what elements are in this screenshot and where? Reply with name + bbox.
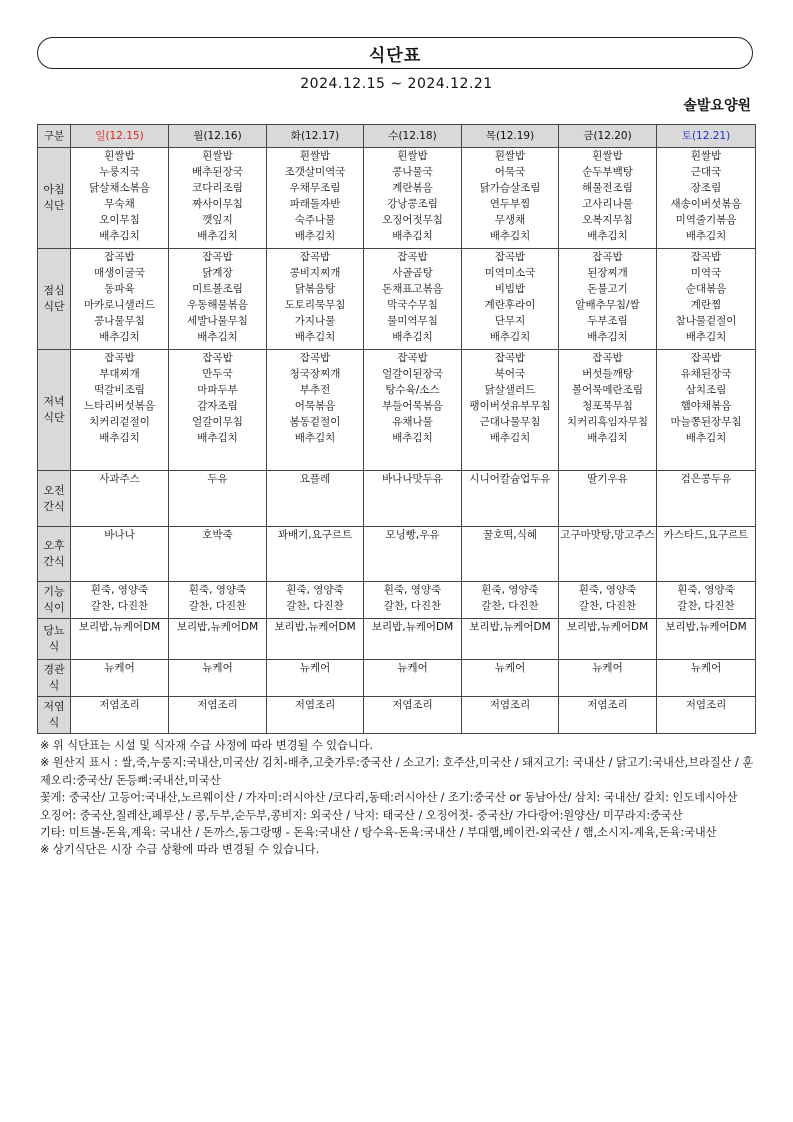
menu-cell [657, 582, 756, 619]
menu-cell [559, 350, 657, 471]
dish-item: 알배추무침/쌈 [575, 299, 640, 311]
dish-item: 뉴케어 [299, 662, 331, 674]
row-label-text: 아침 [43, 183, 65, 196]
menu-cell [559, 697, 657, 734]
dish-item: 닭볶음탕 [294, 283, 336, 295]
menu-cell [657, 619, 756, 660]
dish-item: 뉴케어 [202, 662, 233, 674]
dish-item: 강낭콩조림 [387, 198, 438, 210]
row-label-text: 저녁 [43, 395, 65, 408]
row-label-text: 오후 [43, 539, 65, 552]
menu-cell [462, 527, 559, 582]
dish-item: 배추김치 [99, 331, 140, 343]
row-label-text: 식 [48, 716, 60, 729]
dish-item: 요플레 [299, 473, 331, 485]
dish-item: 치커리흑임자무침 [566, 416, 649, 428]
menu-cell [71, 471, 169, 527]
menu-cell [462, 697, 559, 734]
dish-item: 비빔밥 [494, 283, 526, 295]
dish-item: 배추김치 [489, 331, 531, 343]
dish-item: 단무지 [494, 315, 526, 327]
menu-cell [169, 527, 267, 582]
dish-item: 갈찬, 다진찬 [188, 600, 247, 612]
dish-item: 부대찌개 [99, 368, 140, 380]
row-label [38, 660, 71, 697]
dish-item: 미트볼조림 [192, 283, 243, 295]
dish-item: 탕수육/소스 [385, 384, 440, 396]
dish-item: 매생이굴국 [94, 267, 145, 279]
menu-cell [267, 660, 364, 697]
dish-item: 연두부찜 [489, 198, 531, 210]
dish-item: 저염조리 [392, 699, 433, 711]
organization-name: 솔발요양원 [683, 98, 751, 114]
dish-item: 잡곡밥 [592, 352, 623, 364]
table-row [38, 660, 756, 697]
dish-item: 잡곡밥 [104, 251, 135, 263]
dish-item: 어묵볶음 [294, 400, 336, 412]
dish-item: 배추김치 [587, 230, 628, 242]
dish-item: 배추김치 [197, 230, 238, 242]
header-category: 구분 [38, 125, 71, 148]
dish-item: 깻잎지 [202, 214, 233, 226]
dish-item: 파래돌자반 [289, 198, 341, 210]
dish-item: 동파육 [104, 283, 135, 295]
row-label [38, 582, 71, 619]
menu-cell [169, 582, 267, 619]
dish-item: 얼갈이무침 [192, 416, 243, 428]
dish-item: 흰쌀밥 [397, 150, 428, 162]
menu-cell [267, 697, 364, 734]
menu-cell [267, 619, 364, 660]
dish-item: 배추김치 [489, 432, 531, 444]
day-header-tue: 화(12.17) [267, 125, 364, 148]
menu-cell [71, 148, 169, 249]
dish-item: 뉴케어 [592, 662, 623, 674]
menu-cell [462, 582, 559, 619]
dish-item: 콩나물무침 [94, 315, 145, 327]
dish-item: 닭살채소볶음 [89, 182, 150, 194]
day-header-sun: 일(12.15) [71, 125, 169, 148]
dish-item: 느타리버섯볶음 [83, 400, 155, 412]
dish-item: 보리밥,뉴케어DM [176, 621, 259, 633]
dish-item: 배추김치 [392, 331, 433, 343]
dish-item: 새송이버섯볶음 [670, 198, 742, 210]
menu-cell [71, 249, 169, 350]
dish-item: 흰쌀밥 [104, 150, 135, 162]
dish-item: 버섯들깨탕 [582, 368, 633, 380]
table-row [38, 148, 756, 249]
dish-item: 흰죽, 영양죽 [188, 584, 247, 596]
menu-cell [267, 249, 364, 350]
day-header-sat: 토(12.21) [657, 125, 756, 148]
row-label-text: 오전 [43, 483, 65, 497]
menu-cell [364, 619, 462, 660]
dish-item: 갈찬, 다진찬 [90, 600, 149, 612]
dish-item: 배추김치 [489, 230, 531, 242]
dish-item: 고사리나물 [582, 198, 633, 210]
dish-item: 보리밥,뉴케어DM [566, 621, 649, 633]
menu-cell [657, 471, 756, 527]
menu-cell [267, 350, 364, 471]
dish-item: 유채나물 [392, 416, 433, 428]
dish-item: 계란후라이 [484, 299, 536, 311]
row-label-text: 식단 [43, 300, 65, 313]
dish-item: 가지나물 [294, 315, 336, 327]
note-line: 꽃게: 중국산/ 고등어:국내산,노르웨이산 / 가자미:러시아산 /코다리,동태:러시아산 / 조기:중국산 or 동남아산/ 삼치: 국내산/ 갈치: 인도네시아산 [40, 791, 738, 805]
day-header-wed: 수(12.18) [364, 125, 462, 148]
dish-item: 조갯살미역국 [284, 166, 346, 178]
menu-cell [267, 148, 364, 249]
dish-item: 된장찌개 [587, 267, 628, 279]
dish-item: 저염조리 [197, 699, 238, 711]
dish-item: 배추김치 [294, 331, 336, 343]
dish-item: 오이무침 [99, 214, 140, 226]
dish-item: 흰쌀밥 [202, 150, 233, 162]
dish-item: 시니어칼슘업두유 [469, 473, 551, 485]
menu-body [38, 148, 756, 734]
table-row [38, 350, 756, 471]
dish-item: 잡곡밥 [494, 251, 526, 263]
dish-item: 꿀호떡,식혜 [482, 529, 538, 541]
dish-item: 봄동겉절이 [289, 416, 341, 428]
dish-item: 보리밥,뉴케어DM [665, 621, 747, 633]
dish-item: 고구마맛탕,망고주스 [560, 529, 655, 541]
dish-item: 흰죽, 영양죽 [90, 584, 149, 596]
dish-item: 갈찬, 다진찬 [578, 600, 637, 612]
menu-cell [71, 527, 169, 582]
menu-cell [559, 471, 657, 527]
dish-item: 마카로니샐러드 [83, 299, 155, 311]
dish-item: 흰죽, 영양죽 [383, 584, 442, 596]
dish-item: 잡곡밥 [592, 251, 623, 263]
row-label-text: 식 [48, 640, 60, 653]
row-label [38, 697, 71, 734]
dish-item: 유채된장국 [680, 368, 732, 380]
row-label [38, 619, 71, 660]
menu-cell [169, 660, 267, 697]
dish-item: 무생채 [494, 214, 526, 226]
dish-item: 배추김치 [197, 432, 238, 444]
dish-item: 물미역무침 [387, 315, 438, 327]
menu-cell [559, 582, 657, 619]
dish-item: 감자조림 [197, 400, 238, 412]
dish-item: 사골곰탕 [392, 267, 433, 279]
dish-item: 흰죽, 영양죽 [578, 584, 637, 596]
page-title: 식단표 [37, 37, 753, 69]
dish-item: 마늘쫑된장무침 [670, 416, 742, 428]
row-label-text: 간식 [43, 555, 65, 568]
menu-cell [71, 582, 169, 619]
dish-item: 참나물겉절이 [675, 315, 737, 327]
dish-item: 잡곡밥 [397, 352, 428, 364]
dish-item: 세발나물무침 [187, 315, 248, 327]
dish-item: 순대볶음 [685, 283, 727, 295]
note-line: 오징어: 중국산,칠레산,페루산 / 콩,두부,순두부,콩비지: 외국산 / 낙지: 태국산 / 오징어젓- 중국산/ 가다랑어:원양산/ 미꾸라지:중국산 [40, 808, 683, 822]
dish-item: 우채무조림 [289, 182, 341, 194]
menu-cell [657, 350, 756, 471]
dish-item: 닭살샐러드 [484, 384, 536, 396]
dish-item: 보리밥,뉴케어DM [469, 621, 551, 633]
dish-item: 흰쌀밥 [690, 150, 722, 162]
menu-cell [462, 660, 559, 697]
row-label-text: 당뇨 [43, 624, 65, 637]
dish-item: 해물전조림 [582, 182, 633, 194]
dish-item: 닭계장 [202, 267, 233, 279]
dish-item: 콩나물국 [392, 166, 433, 178]
dish-item: 바나나 [104, 529, 135, 541]
table-header-row [38, 125, 756, 148]
dish-item: 떡갈비조림 [94, 384, 145, 396]
dish-item: 미역미소국 [484, 267, 536, 279]
dish-item: 미역국 [690, 267, 722, 279]
menu-cell [364, 582, 462, 619]
menu-cell [657, 660, 756, 697]
row-label [38, 471, 71, 527]
dish-item: 호박죽 [202, 529, 233, 541]
table-row [38, 619, 756, 660]
menu-cell [462, 471, 559, 527]
dish-item: 코다리조림 [192, 182, 243, 194]
dish-item: 사과주스 [99, 473, 140, 485]
dish-item: 배추김치 [294, 230, 336, 242]
dish-item: 흰쌀밥 [592, 150, 623, 162]
dish-item: 우동해물볶음 [187, 299, 248, 311]
dish-item: 계란찜 [690, 299, 722, 311]
menu-cell [462, 350, 559, 471]
dish-item: 햄야채볶음 [680, 400, 732, 412]
dish-item: 오징어젓무침 [382, 214, 443, 226]
menu-cell [559, 619, 657, 660]
row-label-text: 경관 [43, 663, 65, 676]
dish-item: 닭가슴살조림 [479, 182, 541, 194]
dish-item: 배추김치 [99, 432, 140, 444]
dish-item: 청포묵무침 [582, 400, 633, 412]
dish-item: 뉴케어 [397, 662, 428, 674]
menu-cell [657, 527, 756, 582]
menu-cell [169, 249, 267, 350]
dish-item: 보리밥,뉴케어DM [371, 621, 454, 633]
dish-item: 뉴케어 [104, 662, 135, 674]
menu-cell [364, 350, 462, 471]
dish-item: 배추김치 [685, 331, 727, 343]
dish-item: 두부조림 [587, 315, 628, 327]
dish-item: 흰쌀밥 [299, 150, 331, 162]
menu-cell [267, 527, 364, 582]
row-label [38, 527, 71, 582]
table-row [38, 471, 756, 527]
dish-item: 볼어묵메란조림 [571, 384, 643, 396]
dish-item: 계란볶음 [392, 182, 433, 194]
row-label-text: 간식 [43, 499, 65, 513]
dish-item: 콩비지찌개 [289, 267, 341, 279]
menu-cell [364, 471, 462, 527]
table-row [38, 697, 756, 734]
dish-item: 무숙채 [104, 198, 135, 210]
dish-item: 순두부백탕 [582, 166, 633, 178]
menu-cell [71, 350, 169, 471]
menu-cell [657, 148, 756, 249]
dish-item: 갈찬, 다진찬 [383, 600, 442, 612]
dish-item: 갈찬, 다진찬 [286, 600, 344, 612]
day-header-mon: 월(12.16) [169, 125, 267, 148]
dish-item: 보리밥,뉴케어DM [274, 621, 356, 633]
dish-item: 청국장찌개 [289, 368, 341, 380]
dish-item: 팽이버섯유부무침 [469, 400, 551, 412]
dish-item: 부추전 [299, 384, 331, 396]
dish-item: 검은콩두유 [680, 473, 732, 485]
dish-item: 근대나물무침 [479, 416, 541, 428]
dish-item: 잡곡밥 [397, 251, 428, 263]
menu-cell [169, 471, 267, 527]
dish-item: 카스타드,요구르트 [663, 529, 749, 541]
dish-item: 모닝빵,우유 [385, 529, 440, 541]
row-label-text: 저염 [43, 700, 65, 713]
dish-item: 도토리묵무침 [284, 299, 346, 311]
dish-item: 잡곡밥 [299, 352, 331, 364]
dish-item: 보리밥,뉴케어DM [78, 621, 161, 633]
menu-table [37, 124, 756, 734]
dish-item: 흰쌀밥 [494, 150, 526, 162]
day-header-thu: 목(12.19) [462, 125, 559, 148]
dish-item: 흰죽, 영양죽 [481, 584, 539, 596]
dish-item: 잡곡밥 [202, 352, 233, 364]
menu-cell [364, 148, 462, 249]
dish-item: 만두국 [202, 368, 233, 380]
menu-cell [267, 471, 364, 527]
note-line: ※ 원산지 표시 : 쌀,죽,누룽지:국내산,미국산/ 김치-배추,고춧가루:중국산 / 소고기: 호주산,미국산 / 돼지고기: 국내산 / 닭고기:국내산,브라질산 / 훈제오리:중국산/ 돈등뼈:국내산,미국산 [40, 756, 754, 787]
menu-cell [71, 660, 169, 697]
dish-item: 꽈배기,요구르트 [277, 529, 353, 541]
dish-item: 뉴케어 [494, 662, 526, 674]
menu-cell [657, 249, 756, 350]
menu-period: 2024.12.15 ~ 2024.12.21 [300, 76, 493, 92]
menu-cell [462, 249, 559, 350]
dish-item: 흰죽, 영양죽 [677, 584, 735, 596]
dish-item: 저염조리 [489, 699, 531, 711]
menu-cell [559, 660, 657, 697]
menu-cell [267, 582, 364, 619]
dish-item: 배추김치 [392, 230, 433, 242]
dish-item: 저염조리 [685, 699, 727, 711]
dish-item: 두유 [207, 473, 228, 485]
dish-item: 막국수무침 [387, 299, 438, 311]
dish-item: 배추김치 [685, 432, 727, 444]
dish-item: 잡곡밥 [690, 251, 722, 263]
row-label [38, 249, 71, 350]
menu-cell [462, 619, 559, 660]
dish-item: 부들어묵볶음 [382, 400, 443, 412]
row-label [38, 350, 71, 471]
dish-item: 배추김치 [392, 432, 433, 444]
row-label-text: 기능 [43, 585, 65, 598]
dish-item: 근대국 [690, 166, 722, 178]
row-label-text: 식이 [43, 601, 65, 614]
dish-item: 북어국 [494, 368, 526, 380]
day-header-fri: 금(12.20) [559, 125, 657, 148]
dish-item: 배추김치 [685, 230, 727, 242]
dish-item: 숙주나물 [294, 214, 336, 226]
menu-cell [364, 527, 462, 582]
dish-item: 저염조리 [294, 699, 336, 711]
dish-item: 얼갈이된장국 [382, 368, 443, 380]
row-label-text: 식단 [43, 199, 65, 212]
dish-item: 배추김치 [294, 432, 336, 444]
note-line: 기타: 미트볼-돈육,계육: 국내산 / 돈까스,동그랑땡 - 돈육:국내산 / 탕수육-돈육:국내산 / 부대햄,베이컨-외국산 / 햄,소시지-계육,돈육:국내산 [40, 826, 717, 840]
menu-cell [169, 619, 267, 660]
row-label-text: 식 [48, 679, 60, 692]
menu-cell [657, 697, 756, 734]
menu-cell [559, 249, 657, 350]
dish-item: 배추된장국 [192, 166, 243, 178]
dish-item: 마파두부 [197, 384, 238, 396]
menu-cell [169, 697, 267, 734]
dish-item: 어묵국 [494, 166, 526, 178]
dish-item: 치커리겉절이 [89, 416, 150, 428]
dish-item: 오복지무침 [582, 214, 633, 226]
row-label-text: 점심 [43, 284, 65, 297]
dish-item: 딸기우유 [587, 473, 628, 485]
dish-item: 돈채표고볶음 [382, 283, 443, 295]
dish-item: 배추김치 [99, 230, 140, 242]
dish-item: 배추김치 [587, 432, 628, 444]
dish-item: 미역줄기볶음 [675, 214, 737, 226]
menu-cell [169, 148, 267, 249]
note-line: ※ 상기식단은 시장 수급 상황에 따라 변경될 수 있습니다. [40, 843, 320, 857]
dish-item: 잡곡밥 [299, 251, 331, 263]
menu-cell [169, 350, 267, 471]
table-row [38, 249, 756, 350]
dish-item: 뉴케어 [690, 662, 722, 674]
note-line: ※ 위 식단표는 시설 및 식자재 수급 사정에 따라 변경될 수 있습니다. [40, 739, 374, 752]
menu-cell [559, 148, 657, 249]
menu-cell [559, 527, 657, 582]
menu-cell [364, 249, 462, 350]
dish-item: 누룽지국 [99, 166, 140, 178]
dish-item: 바나나맛두유 [382, 473, 443, 485]
menu-cell [462, 148, 559, 249]
notes [40, 737, 756, 859]
dish-item: 삼치조림 [685, 384, 727, 396]
dish-item: 잡곡밥 [690, 352, 722, 364]
dish-item: 저염조리 [99, 699, 140, 711]
dish-item: 배추김치 [587, 331, 628, 343]
dish-item: 잡곡밥 [104, 352, 135, 364]
dish-item: 장조림 [690, 182, 722, 194]
dish-item: 갈찬, 다진찬 [677, 600, 735, 612]
row-label [38, 148, 71, 249]
dish-item: 배추김치 [197, 331, 238, 343]
table-row [38, 527, 756, 582]
menu-cell [364, 660, 462, 697]
table-row [38, 582, 756, 619]
dish-item: 흰죽, 영양죽 [286, 584, 344, 596]
row-label-text: 식단 [43, 411, 65, 424]
menu-cell [71, 697, 169, 734]
dish-item: 돈불고기 [587, 283, 628, 295]
dish-item: 갈찬, 다진찬 [481, 600, 539, 612]
dish-item: 짜사이무침 [192, 198, 243, 210]
dish-item: 잡곡밥 [494, 352, 526, 364]
menu-cell [71, 619, 169, 660]
dish-item: 저염조리 [587, 699, 628, 711]
dish-item: 잡곡밥 [202, 251, 233, 263]
menu-cell [364, 697, 462, 734]
